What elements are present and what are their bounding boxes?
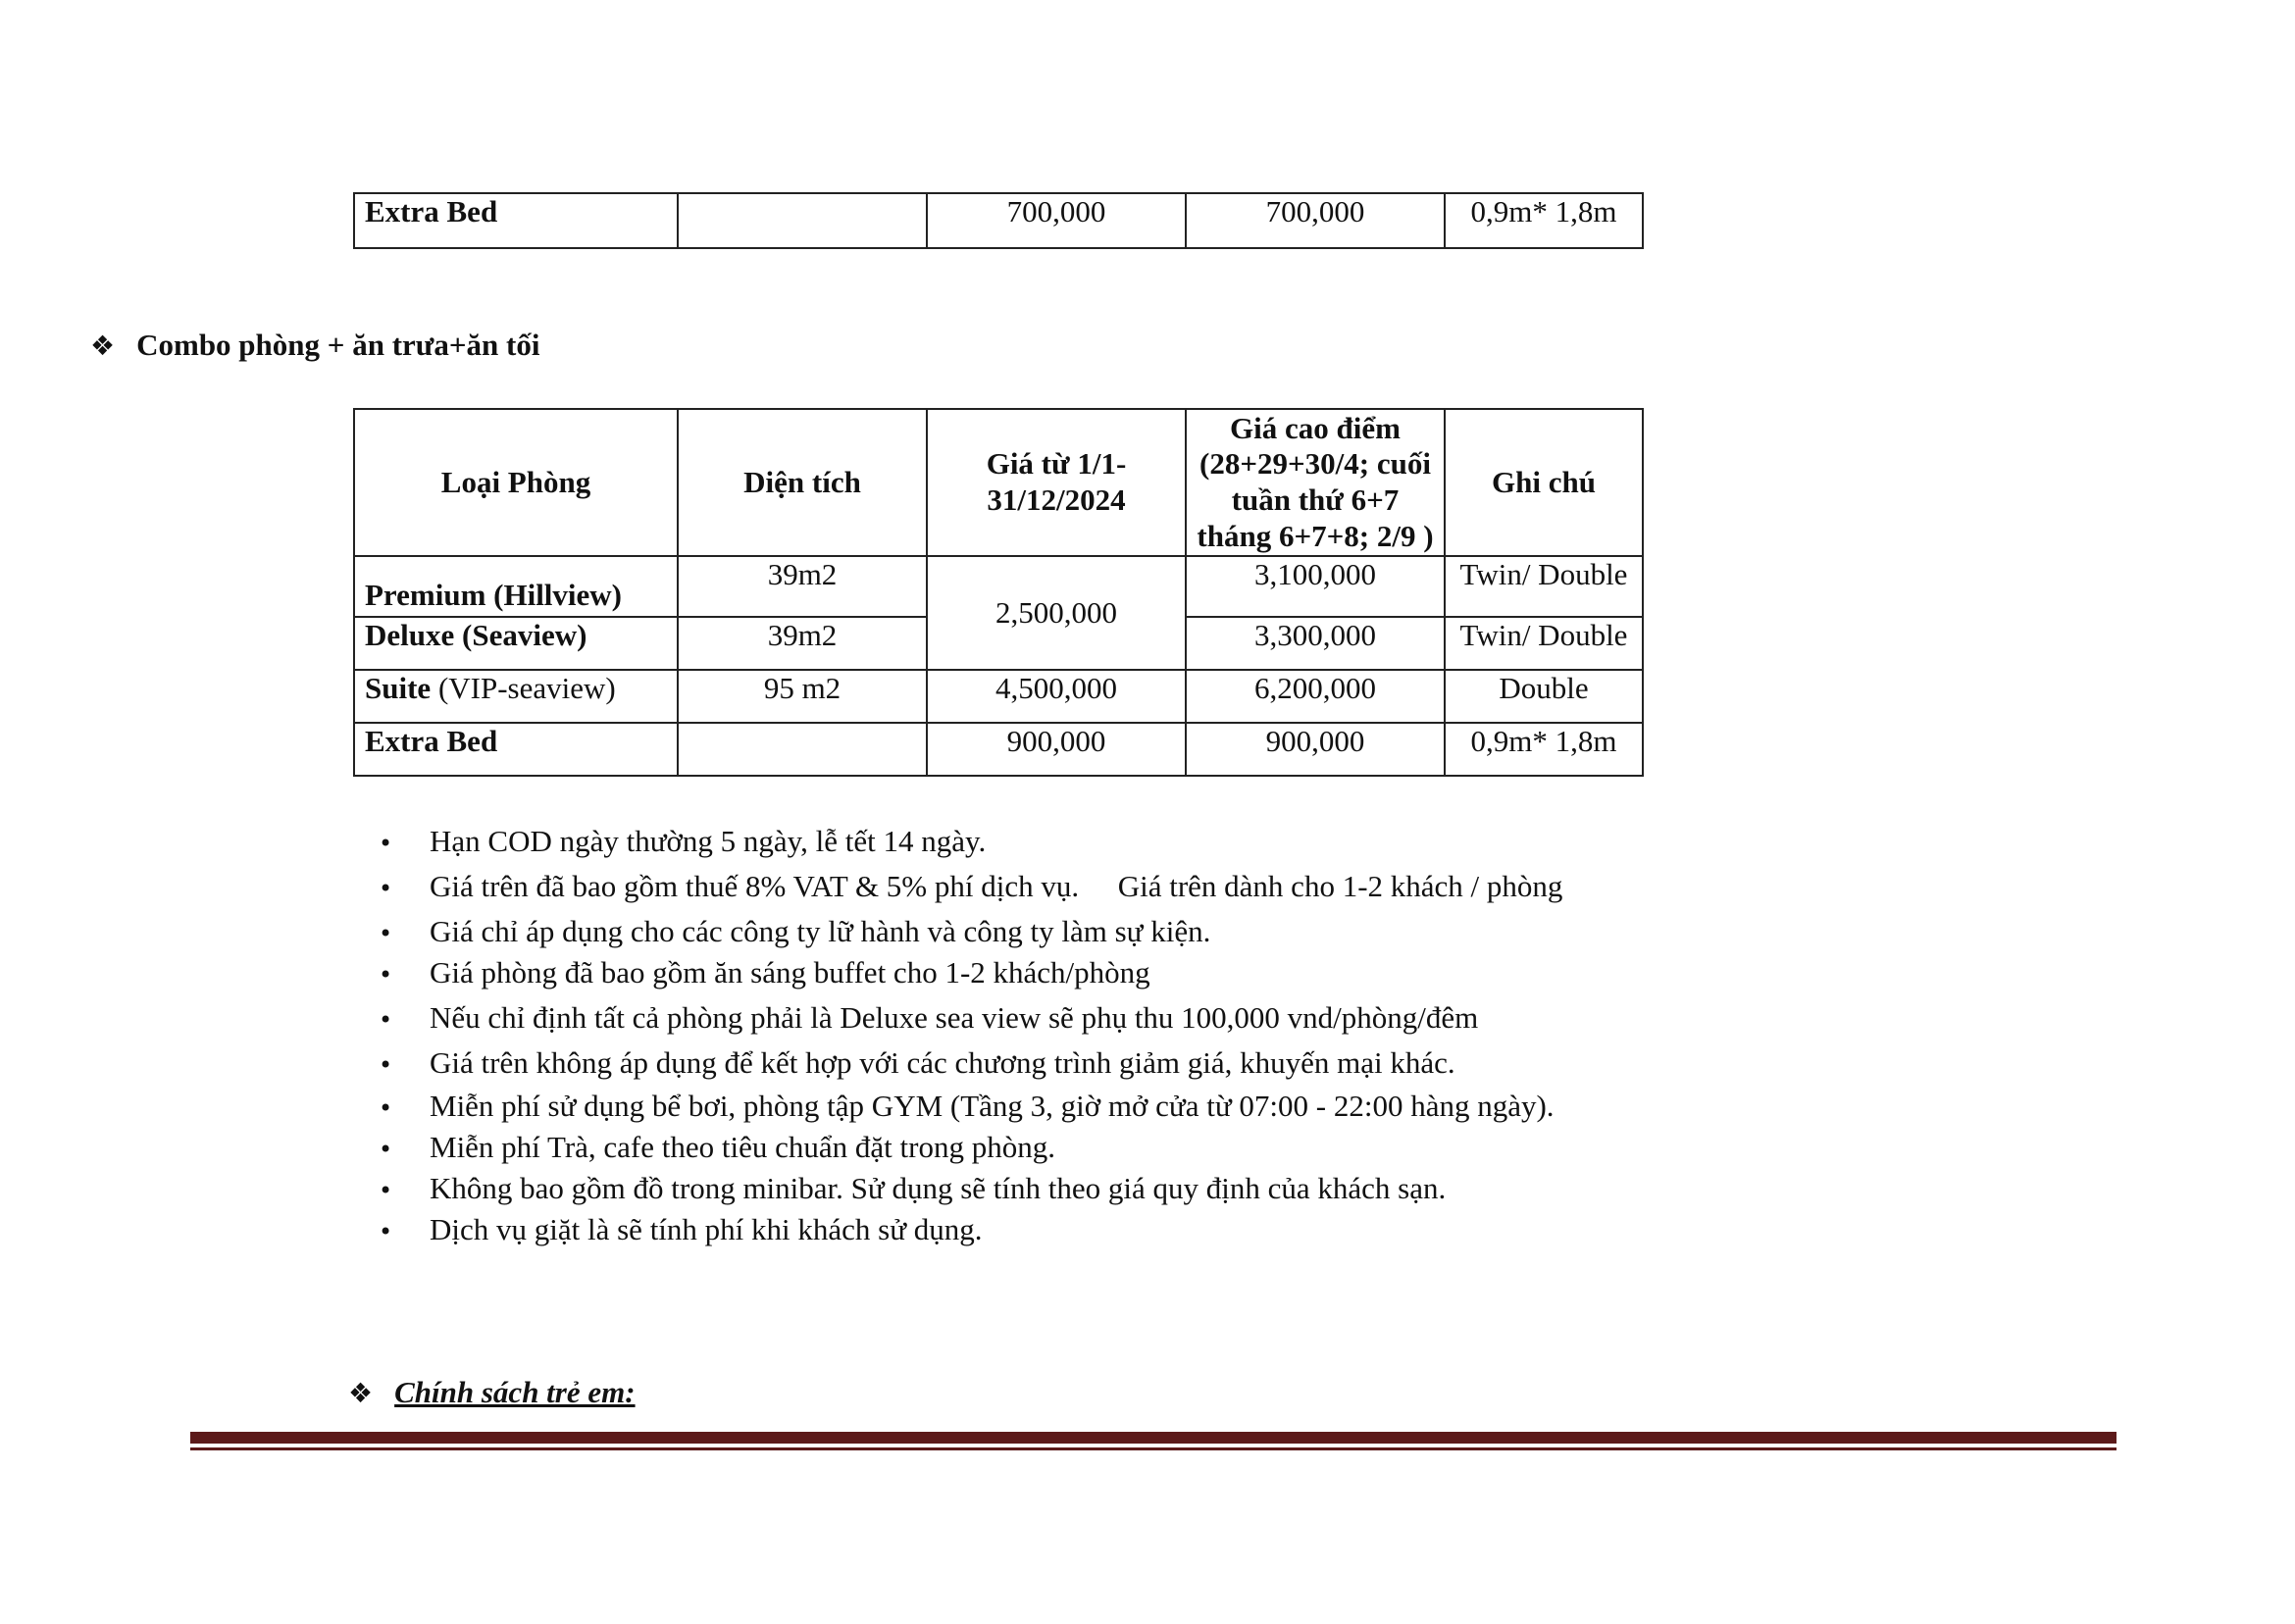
child-policy-heading-text: Chính sách trẻ em:: [394, 1375, 636, 1409]
diamond-bullet-icon: ❖: [90, 329, 116, 362]
bullet-icon: •: [379, 875, 393, 902]
header-price: Giá từ 1/1-31/12/2024: [927, 409, 1186, 556]
list-item: [379, 1000, 1562, 1045]
table-row: [354, 670, 1643, 723]
table-row: [354, 556, 1643, 617]
header-room-type: Loại Phòng: [354, 409, 678, 556]
bullet-icon: •: [379, 1177, 393, 1204]
header-note: Ghi chú: [1445, 409, 1643, 556]
bullet-icon: •: [379, 1218, 393, 1245]
table-row: [354, 723, 1643, 776]
note-text: Giá chỉ áp dụng cho các công ty lữ hành và công ty làm sự kiện.: [430, 914, 1211, 948]
room-type-cell: Deluxe (Seaview): [354, 617, 678, 670]
note-text: Giá trên không áp dụng để kết hợp với các chương trình giảm giá, khuyến mại khác.: [430, 1045, 1455, 1080]
list-item: [379, 1089, 1562, 1130]
extra-bed-table: [353, 192, 1644, 249]
price-cell: 2,500,000: [927, 556, 1186, 670]
note-text: Không bao gồm đồ trong minibar. Sử dụng sẽ tính theo giá quy định của khách sạn.: [430, 1171, 1447, 1205]
table-row: [354, 193, 1643, 248]
area-cell: 95 m2: [678, 670, 927, 723]
room-type-cell: Extra Bed: [354, 723, 678, 776]
footer-rule-thin: [190, 1447, 2116, 1450]
note-text: Hạn COD ngày thường 5 ngày, lễ tết 14 ngày.: [430, 824, 987, 858]
bullet-icon: •: [379, 830, 393, 857]
table-header-row: [354, 409, 1643, 556]
list-item: [379, 869, 1562, 914]
bullet-icon: •: [379, 1006, 393, 1034]
header-peak-price: Giá cao điểm (28+29+30/4; cuối tuần thứ 6+7 tháng 6+7+8; 2/9 ): [1186, 409, 1445, 556]
peak-price-cell: 900,000: [1186, 723, 1445, 776]
list-item: [379, 824, 1562, 869]
room-type-bold: Suite: [365, 671, 432, 705]
room-type-cell: Premium (Hillview): [354, 556, 678, 617]
price-cell: 4,500,000: [927, 670, 1186, 723]
child-policy-heading: [348, 1375, 636, 1410]
area-cell: [678, 193, 927, 248]
combo-heading-text: Combo phòng + ăn trưa+ăn tối: [136, 328, 540, 362]
list-item: [379, 1212, 1562, 1253]
area-cell: 39m2: [678, 556, 927, 617]
bullet-icon: •: [379, 1051, 393, 1079]
note-text: Dịch vụ giặt là sẽ tính phí khi khách sử dụng.: [430, 1212, 983, 1246]
note-cell: Double: [1445, 670, 1643, 723]
notes-list: [379, 824, 1562, 1253]
price-cell: 900,000: [927, 723, 1186, 776]
combo-price-table: [353, 408, 1644, 777]
note-text: Miễn phí Trà, cafe theo tiêu chuẩn đặt trong phòng.: [430, 1130, 1055, 1164]
header-area: Diện tích: [678, 409, 927, 556]
peak-price-cell: 6,200,000: [1186, 670, 1445, 723]
combo-heading: [90, 328, 539, 363]
list-item: [379, 1045, 1562, 1089]
note-text: Nếu chỉ định tất cả phòng phải là Deluxe sea view sẽ phụ thu 100,000 vnd/phòng/đêm: [430, 1000, 1479, 1035]
peak-price-cell: 3,300,000: [1186, 617, 1445, 670]
diamond-bullet-icon: ❖: [348, 1376, 374, 1409]
bullet-icon: •: [379, 1094, 393, 1122]
note-text: Giá phòng đã bao gồm ăn sáng buffet cho 1-2 khách/phòng: [430, 955, 1150, 990]
list-item: [379, 1171, 1562, 1212]
room-type-rest: (VIP-seaview): [431, 671, 616, 705]
note-text: Miễn phí sử dụng bể bơi, phòng tập GYM (Tầng 3, giờ mở cửa từ 07:00 - 22:00 hàng ngày).: [430, 1089, 1555, 1123]
list-item: [379, 914, 1562, 955]
bullet-icon: •: [379, 961, 393, 989]
note-cell: Twin/ Double: [1445, 556, 1643, 617]
room-type-cell: [354, 670, 678, 723]
area-cell: 39m2: [678, 617, 927, 670]
room-type-cell: Extra Bed: [354, 193, 678, 248]
note-cell: Twin/ Double: [1445, 617, 1643, 670]
note-cell: 0,9m* 1,8m: [1445, 193, 1643, 248]
list-item: [379, 955, 1562, 1000]
peak-price-cell: 3,100,000: [1186, 556, 1445, 617]
footer-rule-thick: [190, 1432, 2116, 1444]
price-cell: 700,000: [927, 193, 1186, 248]
list-item: [379, 1130, 1562, 1171]
bullet-icon: •: [379, 1136, 393, 1163]
peak-price-cell: 700,000: [1186, 193, 1445, 248]
bullet-icon: •: [379, 920, 393, 947]
area-cell: [678, 723, 927, 776]
note-cell: 0,9m* 1,8m: [1445, 723, 1643, 776]
note-text: Giá trên đã bao gồm thuế 8% VAT & 5% phí dịch vụ. Giá trên dành cho 1-2 khách / phòng: [430, 869, 1532, 903]
